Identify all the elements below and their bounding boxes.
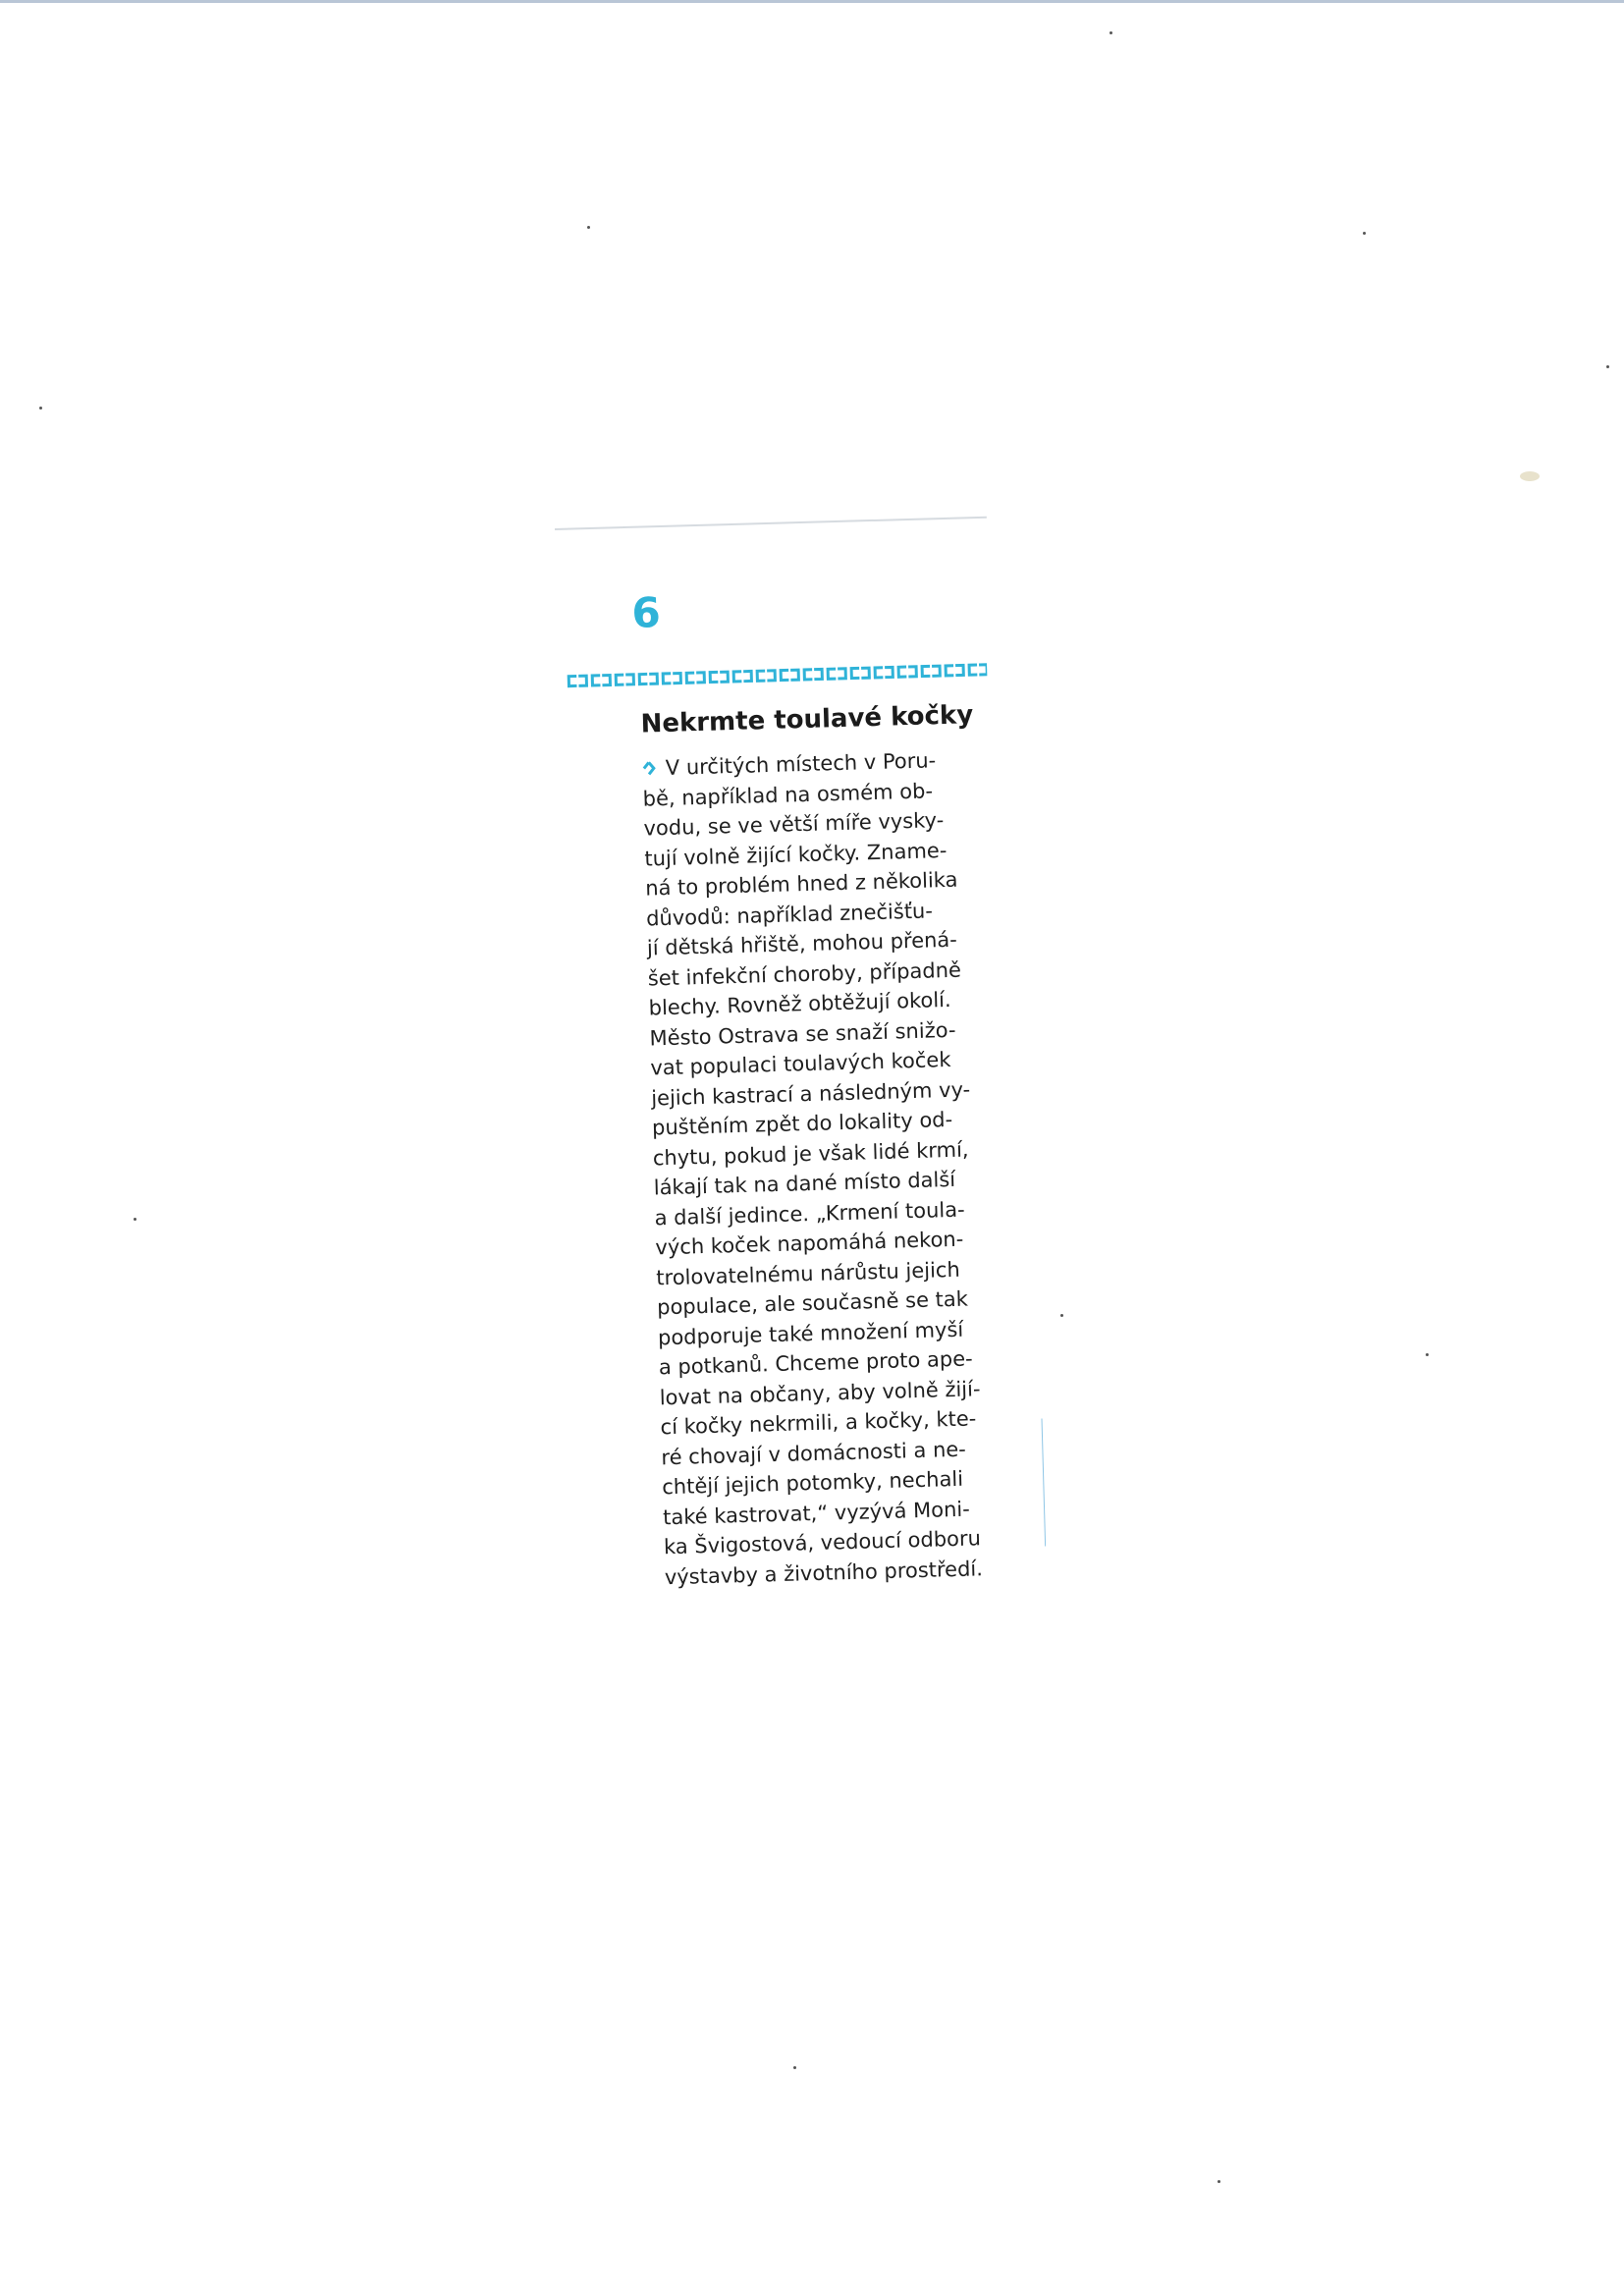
article-line: ka Švigostová, vedoucí odboru [663, 1526, 982, 1559]
article-line: výstavby a životního prostředí. [664, 1556, 984, 1589]
article-line: ná to problém hned z několika [644, 867, 958, 901]
article-line: lovat na občany, aby volně žijí- [659, 1376, 981, 1409]
scan-speck [1520, 471, 1540, 481]
article-line: populace, ale současně se tak [656, 1286, 969, 1320]
decorative-border-ornament [567, 662, 987, 689]
scan-top-edge [0, 0, 1624, 3]
article-line: blechy. Rovněž obtěžují okolí. [648, 987, 951, 1020]
article-body [641, 743, 1038, 1592]
article-line: také kastrovat,“ vyzývá Moni- [662, 1497, 971, 1529]
article-line: důvodů: například znečišťu- [645, 898, 934, 931]
chevron-bullet-icon [642, 760, 656, 776]
article-line: šet infekční choroby, případně [647, 957, 962, 991]
article-line: chtějí jejich potomky, nechali [661, 1466, 964, 1500]
scan-speck [1426, 1353, 1429, 1356]
newspaper-clipping [555, 516, 1056, 1599]
scan-speck [39, 407, 42, 410]
article-line: vodu, se ve větší míře vysky- [643, 808, 945, 841]
article-line: a potkanů. Chceme proto ape- [658, 1346, 973, 1380]
article-line: jí dětská hřiště, mohou přená- [646, 927, 958, 960]
article-line: jejich kastrací a následným vy- [650, 1076, 971, 1110]
article-line: vých koček napomáhá nekon- [655, 1227, 964, 1260]
article-line: cí kočky nekrmili, a kočky, kte- [660, 1406, 977, 1440]
article-line: podporuje také množení myší [657, 1317, 964, 1349]
article-line: Město Ostrava se snaží snižo- [649, 1017, 956, 1051]
scan-speck [1060, 1314, 1063, 1317]
article-line: a další jedince. „Krmení toula- [654, 1197, 965, 1230]
scan-speck [1606, 365, 1609, 368]
scan-speck [134, 1218, 136, 1221]
scan-speck [1218, 2180, 1220, 2183]
article-line: ré chovají v domácnosti a ne- [661, 1437, 967, 1469]
column-edge-rule [1042, 1418, 1047, 1546]
scan-speck [1110, 31, 1112, 34]
article-line: puštěním zpět do lokality od- [651, 1107, 953, 1140]
article-line: chytu, pokud je však lidé krmí, [652, 1136, 969, 1170]
article-line: trolovatelnému nárůstu jejich [656, 1257, 961, 1289]
article-line-text: V určitých místech v Poru- [665, 748, 937, 780]
article-line: vat populaci toulavých koček [650, 1047, 951, 1080]
scan-speck [1363, 232, 1366, 235]
article-line: tují volně žijící kočky. Zname- [644, 838, 947, 871]
scan-speck [587, 226, 590, 229]
page-number: 6 [630, 588, 662, 637]
article-line: bě, například na osmém ob- [642, 778, 934, 811]
article-headline: Nekrmte toulavé kočky [640, 700, 974, 739]
clipping-top-edge [555, 517, 987, 530]
article-line: lákají tak na dané místo další [653, 1167, 956, 1200]
scan-speck [793, 2066, 796, 2069]
